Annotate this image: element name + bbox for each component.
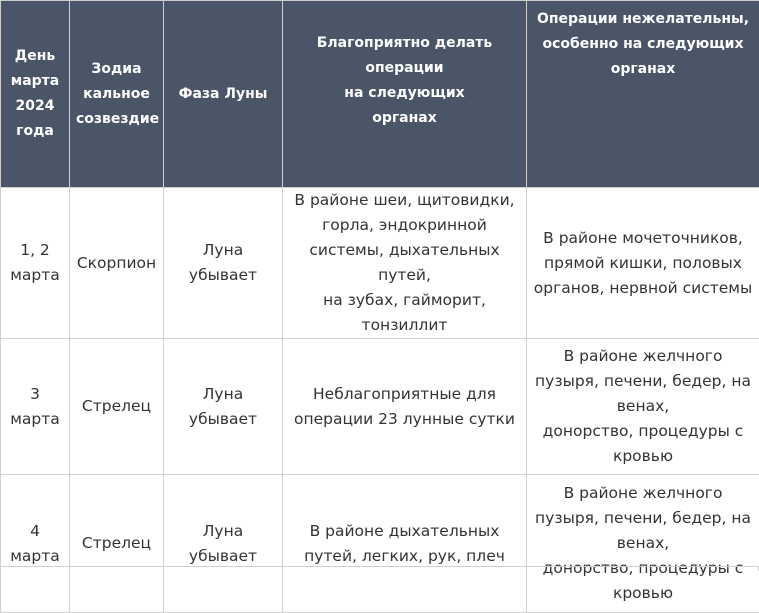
table-row [1, 475, 759, 613]
header-zodiac: Зодиа кальное созвездие [70, 1, 164, 188]
cell-unfavorable: В районе мочеточников, прямой кишки, половых органов, нервной системы [527, 188, 759, 339]
cell-moon-phase: Луна убывает [164, 188, 283, 339]
header-favorable: Благоприятно делать операции на следующих органах [283, 1, 527, 188]
next-row-fragment [0, 566, 759, 571]
column-divider [69, 567, 70, 571]
header-row [1, 1, 759, 188]
cell-favorable: В районе шеи, щитовидки, горла, эндокринной системы, дыхательных путей, на зубах, гайморит, тонзиллит [283, 188, 527, 339]
cell-favorable: В районе дыхательных путей, легких, рук, плеч [283, 475, 527, 613]
table-row [1, 339, 759, 475]
table-row [1, 188, 759, 339]
column-divider [282, 567, 283, 571]
cell-unfavorable: В районе желчного пузыря, печени, бедер, на венах, донорство, процедуры с кровью [527, 475, 759, 613]
cell-zodiac: Стрелец [70, 339, 164, 475]
header-moon-phase: Фаза Луны [164, 1, 283, 188]
cell-moon-phase: Луна убывает [164, 339, 283, 475]
cell-zodiac: Скорпион [70, 188, 164, 339]
cell-day: 4 марта [1, 475, 70, 613]
cell-moon-phase: Луна убывает [164, 475, 283, 613]
cell-unfavorable: В районе желчного пузыря, печени, бедер, на венах, донорство, процедуры с кровью [527, 339, 759, 475]
cell-day: 3 марта [1, 339, 70, 475]
cell-favorable: Неблагоприятные для операции 23 лунные сутки [283, 339, 527, 475]
column-divider [526, 567, 527, 571]
column-divider [163, 567, 164, 571]
cell-day: 1, 2 марта [1, 188, 70, 339]
cell-zodiac: Стрелец [70, 475, 164, 613]
header-unfavorable: Операции нежелательны, особенно на следующих органах [527, 1, 759, 188]
header-day: День марта 2024 года [1, 1, 70, 188]
